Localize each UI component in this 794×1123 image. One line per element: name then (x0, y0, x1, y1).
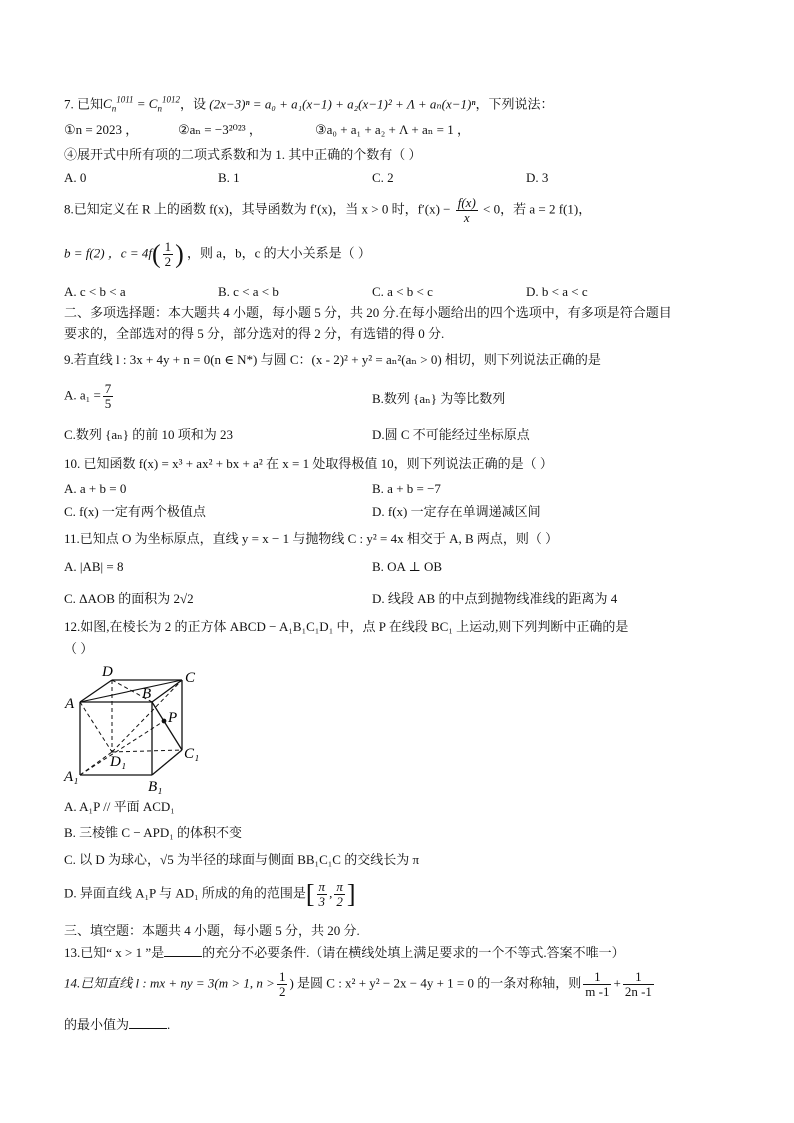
q12-answer-paren: （ ） (64, 641, 94, 656)
q12-option-a: A. A₁P // 平面 ACD₁ (64, 799, 175, 814)
q14-fraction-1: $\frac{1}{m -1}$ (585, 969, 610, 999)
q9-option-b: B.数列 {aₙ} 为等比数列 (372, 391, 506, 406)
q7-statement-2: ②aₙ = −3²⁰²³ ， (178, 122, 262, 137)
q8-fraction: $\frac{f(x)}{x}$ (457, 195, 476, 225)
section-2-instructions: 要求的，全部选对的得 5 分，部分选对的得 2 分，有选错的得 0 分. (64, 326, 445, 341)
label-a1: A₁ (64, 769, 79, 785)
cube-figure (60, 660, 210, 795)
section-3-heading: 三、填空题：本题共 4 小题，每小题 5 分，共 20 分. (64, 923, 360, 938)
q11-stem: 11.已知点 O 为坐标原点，直线 y = x − 1 与抛物线 C : y² = 4x 相交于 A, B 两点，则（ ） (64, 531, 559, 546)
label-c: C (185, 670, 196, 686)
q14-fraction-2: $\frac{1}{2n -1}$ (624, 969, 652, 999)
q8-option-c: C. a < b < c (372, 284, 433, 299)
q9-option-a: A. a₁ = $\frac{7}{5}$ (64, 381, 112, 411)
q12-option-c: C. 以 D 为球心，√5 为半径的球面与侧面 BB₁C₁C 的交线长为 π (64, 852, 420, 867)
q10-option-a: A. a + b = 0 (64, 481, 127, 496)
q7-statement-3: ③a₀ + a₁ + a₂ + Λ + aₙ = 1 ， (315, 122, 470, 137)
q14-answer-blank[interactable] (129, 1016, 167, 1029)
q10-option-d: D. f(x) 一定存在单调递减区间 (372, 504, 541, 519)
q9-stem: 9.若直线 l : 3x + 4y + n = 0(n ∈ N*) 与圆 C：(x - 2)² + y² = aₙ²(aₙ > 0) 相切，则下列说法正确的是 (64, 352, 601, 367)
q12-option-b: B. 三棱锥 C − APD₁ 的体积不变 (64, 825, 242, 840)
q9-option-c: C.数列 {aₙ} 的前 10 项和为 23 (64, 427, 234, 442)
label-b1: B₁ (148, 779, 163, 795)
label-a: A (65, 696, 75, 712)
label-p: P (168, 710, 178, 726)
q8-option-b: B. c < a < b (218, 284, 279, 299)
q10-option-b: B. a + b = −7 (372, 481, 441, 496)
q13-stem: 13.已知“ x > 1 ”是 的充分不必要条件.（请在横线处填上满足要求的一个不等式.答案不唯一） (64, 945, 625, 960)
q11-option-a: A. |AB| = 8 (64, 559, 124, 574)
q14-line-2: 的最小值为 . (64, 1017, 171, 1032)
q8-half-fraction: $\frac{1}{2}$ (164, 239, 172, 269)
q12-stem: 12.如图,在棱长为 2 的正方体 ABCD − A₁B₁C₁D₁ 中，点 P 在线段 BC₁ 上运动,则下列判断中正确的是 (64, 619, 629, 634)
q12-range-upper: $\frac{\pi}{2}$ (336, 879, 343, 909)
q7-option-b: B. 1 (218, 170, 240, 185)
q14-half: $\frac{1}{2}$ (278, 969, 286, 999)
q7-option-a: A. 0 (64, 170, 87, 185)
q10-option-c: C. f(x) 一定有两个极值点 (64, 504, 206, 519)
q11-option-c: C. ΔAOB 的面积为 2√2 (64, 591, 194, 606)
q7-option-d: D. 3 (526, 170, 549, 185)
q9-option-d: D.圆 C 不可能经过坐标原点 (372, 427, 530, 442)
q11-option-b: B. OA ⊥ OB (372, 559, 443, 574)
q8-line-2: b = f(2) ，c = 4f( $\frac{1}{2}$ ) ，则 a，b，c 的大小关系是（ ） (64, 239, 371, 269)
label-d1: D₁ (110, 754, 127, 770)
label-d: D (102, 664, 113, 680)
q7-condition: $C_n^{1011} = C_n^{1012}$ (103, 95, 180, 114)
q8-option-a: A. c < b < a (64, 284, 126, 299)
label-b: B (142, 686, 152, 702)
q9-option-a-fraction: $\frac{7}{5}$ (104, 381, 112, 411)
q7-option-c: C. 2 (372, 170, 394, 185)
q8-line-1: 8.已知定义在 R 上的函数 f(x)，其导函数为 f′(x)，当 x > 0 时，f′(x) − $\frac{f(x)}{x}$ < 0，若 a = 2 f(1)， (64, 195, 592, 225)
label-c1: C₁ (184, 746, 200, 762)
q7-statement-1: ①n = 2023 ， (64, 122, 139, 137)
section-2-heading: 二、多项选择题：本大题共 4 小题，每小题 5 分，共 20 分.在每小题给出的四个选项中，有多项是符合题目 (64, 305, 672, 320)
q8-option-d: D. b < a < c (526, 284, 588, 299)
q14-stem: 14.已知直线 l : mx + ny = 3(m > 1, n > $\frac{1}{2}$ ) 是圆 C : x² + y² − 2x − 4y + 1 = 0 的一条对称轴，则 $\frac{1}{m -1}$ + $\frac{1}{2n -1}$ (64, 969, 652, 999)
q7-stem: 7. 已知$C_n^{1011} = C_n^{1012}$，设 (2x−3)ⁿ = a₀ + a₁(x−1) + a₂(x−1)² + Λ + aₙ(x−1)ⁿ，下列说法： (64, 95, 554, 114)
q7-statement-4: ④展开式中所有项的二项式系数和为 1. 其中正确的个数有（ ） (64, 147, 422, 162)
q13-answer-blank[interactable] (164, 944, 202, 957)
q11-option-d: D. 线段 AB 的中点到抛物线准线的距离为 4 (372, 591, 618, 606)
q12-range-lower: $\frac{\pi}{3}$ (318, 879, 326, 909)
q12-option-d: D. 异面直线 A₁P 与 AD₁ 所成的角的范围是[ $\frac{\pi}{3}$ , $\frac{\pi}{2}$ ] (64, 879, 356, 909)
q10-stem: 10. 已知函数 f(x) = x³ + ax² + bx + a² 在 x = 1 处取得极值 10，则下列说法正确的是（ ） (64, 456, 553, 471)
